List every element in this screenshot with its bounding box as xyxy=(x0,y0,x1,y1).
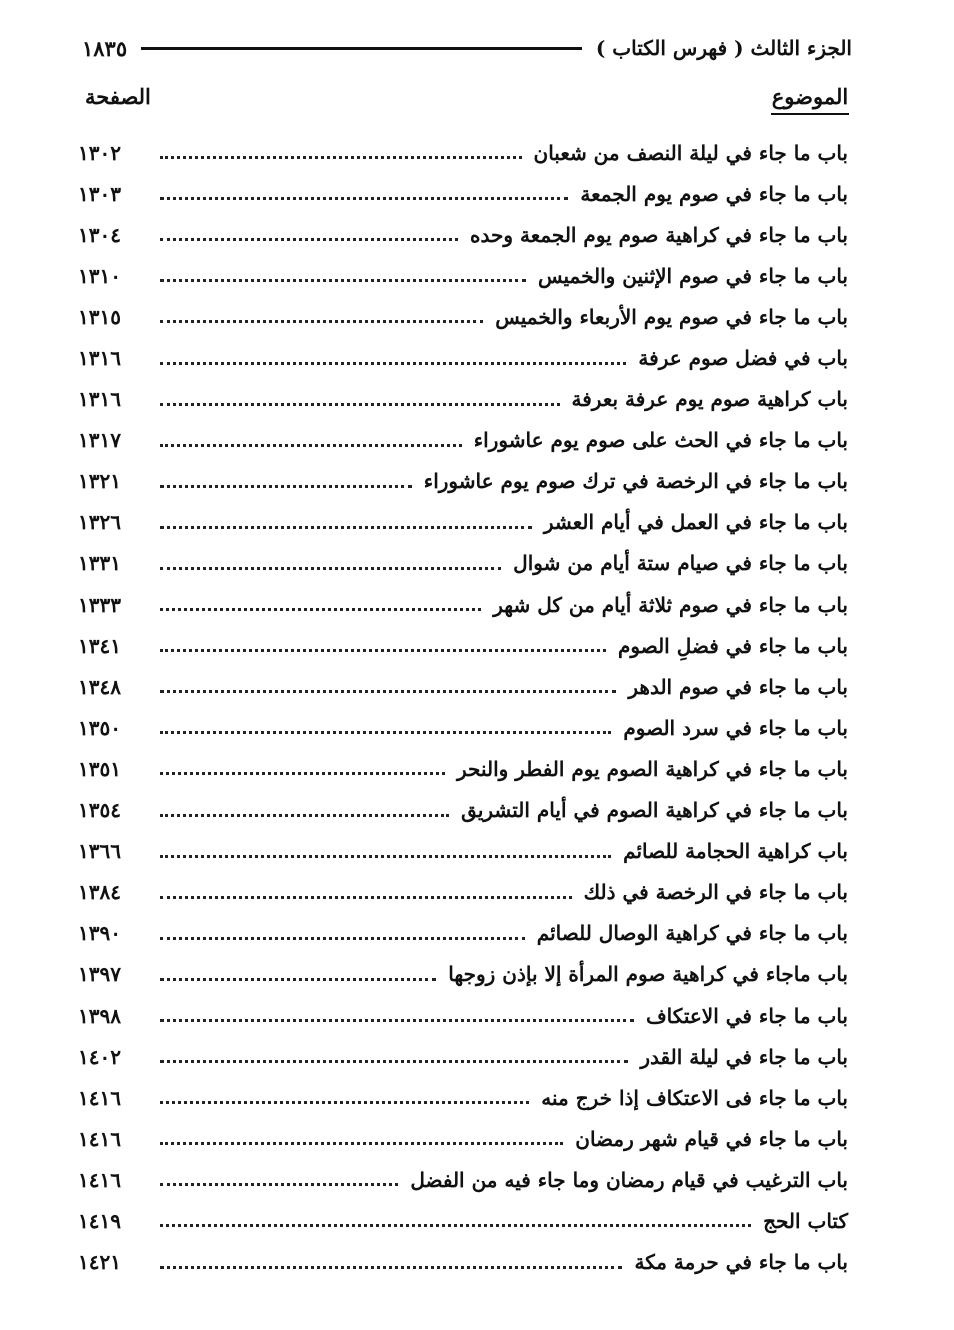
index-entry xyxy=(78,666,848,707)
index-entry xyxy=(78,337,848,378)
dot-leader xyxy=(160,1266,622,1269)
dot-leader xyxy=(160,362,626,365)
dot-leader xyxy=(160,1224,751,1227)
column-heading-page: الصفحة xyxy=(85,84,151,109)
dot-leader xyxy=(160,896,572,899)
index-entry xyxy=(78,1242,848,1283)
dot-leader xyxy=(160,1060,628,1063)
entry-page-number: ١٣١٧ xyxy=(78,428,121,453)
index-entry xyxy=(78,461,848,502)
index-entry xyxy=(78,420,848,461)
column-heading-topic: الموضوع xyxy=(771,84,849,115)
dot-leader xyxy=(160,649,606,652)
index-entry xyxy=(78,748,848,789)
entry-title: باب ما جاء في ليلة القدر xyxy=(640,1044,848,1069)
dot-leader xyxy=(160,1183,398,1186)
entry-page-number: ١٤٢١ xyxy=(78,1250,121,1275)
running-header xyxy=(82,30,852,66)
entry-page-number: ١٤١٦ xyxy=(78,1167,121,1192)
entry-title: باب ما جاء في حرمة مكة xyxy=(634,1250,848,1275)
dot-leader xyxy=(160,444,462,447)
dot-leader xyxy=(160,937,525,940)
entry-title: باب ما جاء في كراهية الصوم في أيام التشريق xyxy=(461,798,848,823)
dot-leader xyxy=(160,156,522,159)
entry-title: باب ما جاء في الرخصة في ذلك xyxy=(583,880,848,905)
entry-title: باب ما جاء فى الاعتكاف إذا خرج منه xyxy=(541,1085,848,1110)
entry-page-number: ١٣٩٨ xyxy=(78,1003,121,1028)
entry-page-number: ١٣١٥ xyxy=(78,304,121,329)
entry-page-number: ١٣٩٠ xyxy=(78,921,121,946)
dot-leader xyxy=(160,1142,563,1145)
index-entry xyxy=(78,954,848,995)
index-entry xyxy=(78,1200,848,1241)
entry-title: باب ما جاء في سرد الصوم xyxy=(623,715,848,740)
index-entry xyxy=(78,1036,848,1077)
entry-title: باب ما جاء في كراهية الصوم يوم الفطر والنحر xyxy=(457,756,848,781)
entry-title: باب ماجاء في كراهية صوم المرأة إلا بإذن زوجها xyxy=(448,962,848,987)
entry-title: باب ما جاء في كراهية صوم يوم الجمعة وحده xyxy=(470,222,848,247)
entry-title: باب ما جاء في الحث على صوم يوم عاشوراء xyxy=(473,428,848,453)
entry-title: باب ما جاء في العمل في أيام العشر xyxy=(543,510,848,535)
entry-title: باب الترغيب في قيام رمضان وما جاء فيه من الفضل xyxy=(410,1167,848,1192)
entry-page-number: ١٣٥٠ xyxy=(78,715,121,740)
dot-leader xyxy=(160,320,483,323)
entry-title: باب ما جاء في صيام ستة أيام من شوال xyxy=(513,551,848,576)
index-entry xyxy=(78,543,848,584)
index-entry xyxy=(78,625,848,666)
index-entry xyxy=(78,831,848,872)
page-number: ١٨٣٥ xyxy=(82,35,128,61)
entry-page-number: ١٣٤٨ xyxy=(78,674,121,699)
dot-leader xyxy=(160,1019,634,1022)
entry-page-number: ١٣٠٤ xyxy=(78,222,121,247)
index-entry xyxy=(78,502,848,543)
entry-page-number: ١٣٦٦ xyxy=(78,839,121,864)
entry-page-number: ١٤٠٢ xyxy=(78,1044,121,1069)
running-title: الجزء الثالث ( فهرس الكتاب ) xyxy=(595,36,852,60)
dot-leader xyxy=(160,197,568,200)
entry-page-number: ١٣٩٧ xyxy=(78,962,121,987)
entry-title: باب ما جاء في صوم يوم الأربعاء والخميس xyxy=(495,304,848,329)
index-entry xyxy=(78,995,848,1036)
index-entry xyxy=(78,1159,848,1200)
dot-leader xyxy=(160,608,481,611)
entry-page-number: ١٣٢٦ xyxy=(78,510,121,535)
entry-page-number: ١٣٥٤ xyxy=(78,798,121,823)
entry-page-number: ١٣١٦ xyxy=(78,346,121,371)
index-entry xyxy=(78,913,848,954)
entry-page-number: ١٤١٦ xyxy=(78,1126,121,1151)
index-entry xyxy=(78,707,848,748)
dot-leader xyxy=(160,855,611,858)
index-entry xyxy=(78,379,848,420)
entry-title: باب ما جاء في الاعتكاف xyxy=(645,1003,848,1028)
dot-leader xyxy=(160,814,449,817)
dot-leader xyxy=(160,403,560,406)
entry-title: باب ما جاء في الرخصة في ترك صوم يوم عاشوراء xyxy=(423,469,848,494)
entry-page-number: ١٤١٩ xyxy=(78,1208,121,1233)
entry-title: كتاب الحج xyxy=(763,1208,848,1233)
index-entry xyxy=(78,173,848,214)
entry-title: باب كراهية صوم يوم عرفة بعرفة xyxy=(571,387,848,412)
entry-title: باب كراهية الحجامة للصائم xyxy=(623,839,848,864)
dot-leader xyxy=(160,279,526,282)
entry-title: باب في فضل صوم عرفة xyxy=(638,346,848,371)
dot-leader xyxy=(160,772,445,775)
entry-page-number: ١٤١٦ xyxy=(78,1085,121,1110)
dot-leader xyxy=(160,526,532,529)
entry-title: باب ما جاء في صوم يوم الجمعة xyxy=(580,181,848,206)
dot-leader xyxy=(160,1101,529,1104)
entry-page-number: ١٣٣١ xyxy=(78,551,121,576)
entry-title: باب ما جاء في صوم ثلاثة أيام من كل شهر xyxy=(493,592,848,617)
dot-leader xyxy=(160,731,611,734)
entry-page-number: ١٣٢١ xyxy=(78,469,121,494)
entry-title: باب ما جاء في ليلة النصف من شعبان xyxy=(533,140,848,165)
entry-page-number: ١٣٠٣ xyxy=(78,181,121,206)
dot-leader xyxy=(160,238,458,241)
entry-title: باب ما جاء في صوم الدهر xyxy=(628,674,848,699)
entry-page-number: ١٣١٠ xyxy=(78,263,121,288)
index-entry xyxy=(78,872,848,913)
index-entry xyxy=(78,584,848,625)
dot-leader xyxy=(160,978,436,981)
index-entry xyxy=(78,296,848,337)
header-rule xyxy=(141,47,582,50)
entry-title: باب ما جاء في كراهية الوصال للصائم xyxy=(536,921,848,946)
index-entry xyxy=(78,1077,848,1118)
entry-page-number: ١٣٨٤ xyxy=(78,880,121,905)
index-entry xyxy=(78,214,848,255)
entry-page-number: ١٣٤١ xyxy=(78,633,121,658)
dot-leader xyxy=(160,567,501,570)
entry-title: باب ما جاء في صوم الإثنين والخميس xyxy=(538,263,848,288)
index-entry xyxy=(78,790,848,831)
entry-title: باب ما جاء في قيام شهر رمضان xyxy=(575,1126,848,1151)
entry-page-number: ١٣٥١ xyxy=(78,756,121,781)
entry-page-number: ١٣٣٣ xyxy=(78,592,121,617)
dot-leader xyxy=(160,485,412,488)
index-entry xyxy=(78,132,848,173)
entry-page-number: ١٣١٦ xyxy=(78,387,121,412)
entry-title: باب ما جاء في فضلِ الصوم xyxy=(618,633,848,658)
dot-leader xyxy=(160,690,616,693)
index-entry xyxy=(78,255,848,296)
index-entries xyxy=(78,132,848,1283)
index-entry xyxy=(78,1118,848,1159)
entry-page-number: ١٣٠٢ xyxy=(78,140,121,165)
